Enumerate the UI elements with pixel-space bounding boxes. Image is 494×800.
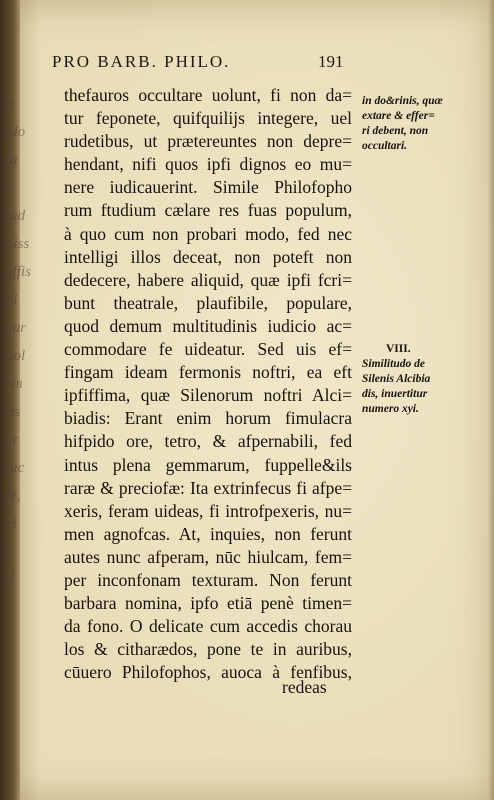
margin-note-line: Silenis Alcibia [362, 373, 431, 385]
text-line: men agnofcas. At, inquies, non ferunt [64, 523, 352, 544]
margin-note-numeral: VIII. [386, 343, 411, 355]
bleed-fragment: luc [6, 460, 25, 476]
bleed-fragment: s [6, 180, 12, 196]
text-line: rudetibus, ut prætereuntes non depre= [64, 131, 352, 152]
facing-page-bleed-through [6, 90, 31, 594]
margin-note-line: ri debent, non [362, 125, 429, 137]
text-line: barbara nomina, ipfo etiā penè timen= [64, 593, 352, 614]
bleed-fragment: ido [6, 124, 26, 140]
bleed-fragment: pi [6, 292, 18, 308]
text-line: intus plena gemmarum, fuppelle&ils [64, 454, 352, 475]
text-line: raræ & preciofæ: Ita extrinfecus fi afpe= [64, 477, 352, 498]
text-line: à quo cum non probari modo, fed nec [64, 223, 352, 244]
bleed-fragment: uol [6, 348, 26, 364]
margin-note-line: in do&rinis, quæ [362, 95, 443, 107]
text-line: dedecere, habere aliquid, quæ ipfi fcri= [64, 269, 352, 290]
text-line: intelligi illos deceat, non poteft non [64, 246, 352, 267]
text-line: cūuero Philofophos, auoca à fenfibus, [64, 662, 352, 683]
text-line: quod demum multitudinis iudicio ac= [64, 315, 352, 336]
text-line: hifpido ore, tetro, & afpernabili, fed [64, 431, 352, 452]
main-text-block [64, 84, 352, 684]
text-line: ipfiffima, quæ Silenorum noftri Alci= [64, 385, 352, 406]
text-line: xeris, feram uideas, fi introfpexeris, nu= [64, 500, 352, 521]
margin-note-line: extare & effer= [362, 110, 435, 122]
text-line: autes nunc afperam, nūc hiulcam, fem= [64, 546, 352, 567]
text-line: rum ftudium cælare res fuas populum, [64, 200, 352, 221]
text-line: biadis: Erant enim horum fimulacra [64, 408, 352, 429]
bleed-fragment: ie, [6, 488, 21, 504]
margin-note-line: numero xyi. [362, 403, 419, 415]
text-line: thefauros occultare uolunt, fi non da= [64, 85, 352, 105]
text-line: tur feponete, quifquilijs integere, uel [64, 108, 352, 129]
text-line: nere iudicauerint. Simile Philofopho [64, 177, 352, 198]
running-head: PRO BARB. PHILO. [52, 52, 231, 71]
margin-note-line: Similitudo de [362, 358, 425, 370]
bleed-fragment: oiss [6, 236, 30, 252]
margin-note-line: dis, inuertitur [362, 388, 428, 400]
text-line: hendant, nifi quos ipfi dignos eo mu= [64, 154, 352, 175]
margin-note-doctrine [362, 94, 462, 154]
bleed-fragment: lis [6, 404, 21, 420]
bleed-fragment: ti [6, 572, 15, 588]
bleed-fragment: er [6, 432, 19, 448]
margin-note-sileni [362, 342, 462, 417]
bleed-fragment: car [6, 320, 26, 336]
bleed-fragment: ci [6, 516, 17, 532]
page-edge [488, 0, 494, 800]
bleed-fragment: n [6, 96, 14, 112]
text-line: los & citharædos, pone te in auribus, [64, 639, 352, 660]
catchword: redeas [282, 677, 327, 697]
bleed-fragment: s [6, 544, 12, 560]
bleed-fragment: la [6, 152, 18, 168]
page-number: 191 [318, 52, 344, 71]
bleed-fragment: rm [6, 376, 23, 392]
margin-note-line: occultari. [362, 140, 408, 152]
text-line: fingam ideam fermonis noftri, ea eft [64, 362, 352, 383]
bleed-fragment: effis [6, 264, 31, 280]
bleed-fragment: tud [6, 208, 26, 224]
text-line: commodare fe uideatur. Sed uis ef= [64, 339, 352, 360]
text-line: per inconfonam texturam. Non ferunt [64, 569, 352, 590]
text-line: bunt theatrale, plaufibile, populare, [64, 292, 352, 313]
text-line: da fono. O delicate cum accedis chorau [64, 616, 352, 637]
